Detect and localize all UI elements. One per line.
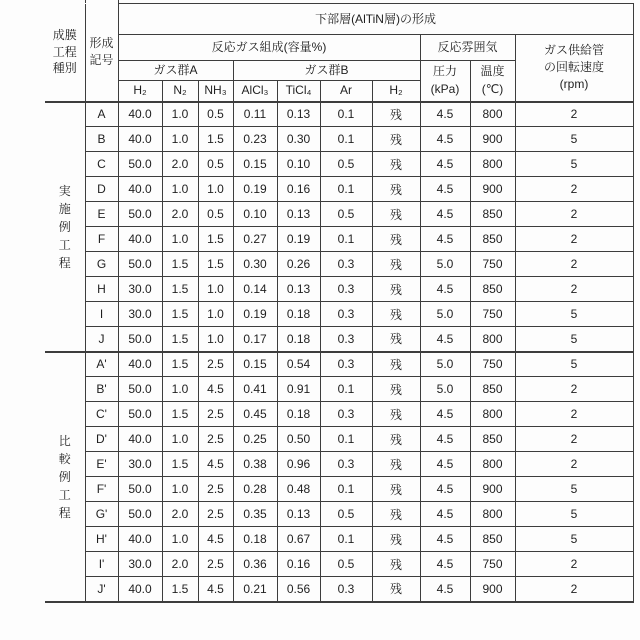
table-row — [45, 352, 633, 377]
table-cell: 2.5 — [198, 402, 233, 427]
col-header-gas-group-a: ガス群A — [118, 61, 233, 81]
row-symbol: G — [85, 252, 118, 277]
table-cell: 850 — [470, 427, 515, 452]
row-symbol: J — [85, 327, 118, 352]
row-symbol: J' — [85, 577, 118, 602]
table-cell: 0.45 — [233, 402, 277, 427]
table-cell: 0.35 — [233, 502, 277, 527]
table-cell: 1.5 — [198, 252, 233, 277]
col-header-gas-group-b: ガス群B — [233, 61, 420, 81]
table-cell: 0.56 — [277, 577, 320, 602]
table-cell: 750 — [470, 302, 515, 327]
table-cell: 750 — [470, 352, 515, 377]
table-cell: 4.5 — [420, 327, 470, 352]
table-cell: 残 — [372, 127, 420, 152]
table-cell: 残 — [372, 277, 420, 302]
table-row — [45, 452, 633, 477]
table-cell: 2 — [515, 102, 633, 127]
table-cell: 4.5 — [198, 527, 233, 552]
table-cell: 4.5 — [420, 577, 470, 602]
table-cell: 残 — [372, 102, 420, 127]
table-cell: 残 — [372, 502, 420, 527]
table-cell: 5 — [515, 152, 633, 177]
col-header-process-type: 成膜工程種別 — [45, 4, 85, 102]
table-cell: 5 — [515, 502, 633, 527]
table-cell: 0.1 — [320, 127, 372, 152]
table-cell: 5 — [515, 527, 633, 552]
table-cell: 850 — [470, 527, 515, 552]
row-symbol: C' — [85, 402, 118, 427]
table-cell: 1.5 — [162, 352, 198, 377]
row-symbol: I — [85, 302, 118, 327]
col-header-formation-symbol: 形成記号 — [85, 4, 118, 102]
table-cell: 1.0 — [162, 527, 198, 552]
table-cell: 900 — [470, 177, 515, 202]
table-cell: 0.21 — [233, 577, 277, 602]
table-cell: 1.0 — [198, 177, 233, 202]
table-row — [45, 552, 633, 577]
table-cell: 1.0 — [198, 302, 233, 327]
section-label — [45, 102, 85, 352]
table-cell: 0.13 — [277, 277, 320, 302]
table-cell: 0.17 — [233, 327, 277, 352]
table-cell: 0.19 — [233, 177, 277, 202]
table-row — [45, 577, 633, 602]
table-cell: 5 — [515, 327, 633, 352]
table-cell: 0.3 — [320, 402, 372, 427]
table-cell: 5 — [515, 477, 633, 502]
table-cell: 1.0 — [198, 327, 233, 352]
table-cell: 750 — [470, 252, 515, 277]
table-cell: 残 — [372, 452, 420, 477]
table-cell: 50.0 — [118, 327, 162, 352]
table-cell: 30.0 — [118, 552, 162, 577]
table-cell: 4.5 — [198, 452, 233, 477]
table-cell: 40.0 — [118, 427, 162, 452]
col-header-gas-composition: 反応ガス組成(容量%) — [118, 35, 420, 61]
table-cell: 残 — [372, 177, 420, 202]
table-row — [45, 152, 633, 177]
row-symbol: F — [85, 227, 118, 252]
table-row — [45, 177, 633, 202]
table-cell: 0.18 — [233, 527, 277, 552]
table-row — [45, 502, 633, 527]
table-cell: 2 — [515, 552, 633, 577]
table-cell: 0.26 — [277, 252, 320, 277]
table-row — [45, 252, 633, 277]
table-cell: 0.10 — [277, 152, 320, 177]
table-cell: 50.0 — [118, 477, 162, 502]
table-body — [45, 102, 633, 602]
table-row — [45, 202, 633, 227]
table-cell: 0.5 — [198, 102, 233, 127]
table-cell: 4.5 — [198, 377, 233, 402]
table-cell: 2.5 — [198, 352, 233, 377]
table-cell: 残 — [372, 477, 420, 502]
table-cell: 1.5 — [162, 302, 198, 327]
table-cell: 2 — [515, 202, 633, 227]
table-cell: 4.5 — [420, 177, 470, 202]
table-cell: 0.15 — [233, 152, 277, 177]
table-cell: 残 — [372, 302, 420, 327]
row-symbol: D — [85, 177, 118, 202]
row-symbol: A — [85, 102, 118, 127]
gas-column-header-ticl4: TiCl₄ — [277, 81, 320, 102]
table-cell: 50.0 — [118, 402, 162, 427]
table-cell: 0.11 — [233, 102, 277, 127]
table-row — [45, 327, 633, 352]
table-cell: 0.3 — [320, 252, 372, 277]
col-header-atmosphere: 反応雰囲気 — [420, 35, 515, 61]
table-cell: 0.13 — [277, 202, 320, 227]
table-cell: 0.50 — [277, 427, 320, 452]
table-cell: 1.5 — [162, 277, 198, 302]
table-cell: 0.3 — [320, 352, 372, 377]
table-cell: 2 — [515, 377, 633, 402]
table-cell: 2 — [515, 277, 633, 302]
table-cell: 900 — [470, 127, 515, 152]
table-cell: 0.16 — [277, 177, 320, 202]
table-cell: 1.5 — [162, 402, 198, 427]
table-cell: 50.0 — [118, 252, 162, 277]
table-cell: 4.5 — [420, 152, 470, 177]
row-symbol: C — [85, 152, 118, 177]
table-cell: 0.10 — [233, 202, 277, 227]
table-cell: 残 — [372, 352, 420, 377]
table-cell: 40.0 — [118, 527, 162, 552]
table-cell: 2 — [515, 252, 633, 277]
row-symbol: I' — [85, 552, 118, 577]
gas-column-header-ar: Ar — [320, 81, 372, 102]
table-cell: 800 — [470, 102, 515, 127]
table-cell: 0.23 — [233, 127, 277, 152]
table-cell: 850 — [470, 277, 515, 302]
table-cell: 2 — [515, 227, 633, 252]
table-cell: 4.5 — [420, 552, 470, 577]
row-symbol: A' — [85, 352, 118, 377]
table-cell: 0.3 — [320, 302, 372, 327]
table-cell: 0.38 — [233, 452, 277, 477]
table-cell: 0.5 — [320, 502, 372, 527]
table-cell: 0.1 — [320, 527, 372, 552]
table-cell: 4.5 — [420, 402, 470, 427]
section-label-text: 比較例工程 — [58, 433, 71, 520]
row-symbol: B — [85, 127, 118, 152]
table-cell: 0.5 — [198, 152, 233, 177]
table-cell: 1.0 — [162, 127, 198, 152]
table-row — [45, 427, 633, 452]
row-symbol: D' — [85, 427, 118, 452]
header-row-2 — [45, 35, 633, 61]
gas-column-header-h2: H₂ — [118, 81, 162, 102]
table-cell: 40.0 — [118, 127, 162, 152]
table-cell: 850 — [470, 377, 515, 402]
table-cell: 0.30 — [233, 252, 277, 277]
table-cell: 0.27 — [233, 227, 277, 252]
table-row — [45, 277, 633, 302]
table-cell: 0.14 — [233, 277, 277, 302]
table-cell: 0.5 — [320, 202, 372, 227]
table-cell: 2 — [515, 452, 633, 477]
gas-column-header-h2-balance: H₂ — [372, 81, 420, 102]
table-cell: 0.1 — [320, 427, 372, 452]
table-cell: 4.5 — [420, 502, 470, 527]
table-cell: 0.18 — [277, 302, 320, 327]
row-symbol: B' — [85, 377, 118, 402]
table-cell: 30.0 — [118, 452, 162, 477]
table-cell: 1.5 — [162, 252, 198, 277]
table-cell: 0.30 — [277, 127, 320, 152]
table-cell: 0.15 — [233, 352, 277, 377]
table-cell: 2 — [515, 577, 633, 602]
table-cell: 0.36 — [233, 552, 277, 577]
table-cell: 0.5 — [198, 202, 233, 227]
table-cell: 残 — [372, 152, 420, 177]
table-cell: 0.5 — [320, 552, 372, 577]
table-cell: 0.3 — [320, 277, 372, 302]
table-cell: 2.5 — [198, 552, 233, 577]
table-cell: 40.0 — [118, 577, 162, 602]
section-label-text: 実施例工程 — [58, 183, 71, 270]
table-cell: 1.5 — [162, 577, 198, 602]
col-header-lower-layer-formation: 下部層(AlTiN層)の形成 — [118, 4, 633, 35]
table-row — [45, 477, 633, 502]
table-cell: 30.0 — [118, 277, 162, 302]
table-cell: 1.5 — [198, 127, 233, 152]
table-cell: 1.5 — [162, 452, 198, 477]
table-cell: 0.19 — [277, 227, 320, 252]
table-cell: 2.0 — [162, 202, 198, 227]
row-symbol: H' — [85, 527, 118, 552]
table-cell: 0.3 — [320, 577, 372, 602]
table-cell: 4.5 — [420, 102, 470, 127]
table-cell: 4.5 — [420, 427, 470, 452]
table-row — [45, 377, 633, 402]
table-cell: 残 — [372, 577, 420, 602]
row-symbol: E' — [85, 452, 118, 477]
table-row — [45, 302, 633, 327]
table-cell: 残 — [372, 402, 420, 427]
table-cell: 1.5 — [162, 327, 198, 352]
table-cell: 4.5 — [420, 202, 470, 227]
table-cell: 50.0 — [118, 377, 162, 402]
table-cell: 4.5 — [198, 577, 233, 602]
table-cell: 残 — [372, 552, 420, 577]
gas-column-header-n2: N₂ — [162, 81, 198, 102]
rule-overhang — [85, 0, 86, 3]
table-cell: 0.1 — [320, 177, 372, 202]
table-cell: 800 — [470, 327, 515, 352]
table-cell: 2.5 — [198, 477, 233, 502]
col-header-rotation-speed: ガス供給管 の回転速度 (rpm) — [515, 35, 633, 102]
process-table-wrap — [45, 3, 634, 603]
table-row — [45, 227, 633, 252]
table-cell: 4.5 — [420, 477, 470, 502]
table-cell: 0.91 — [277, 377, 320, 402]
table-cell: 5 — [515, 302, 633, 327]
table-cell: 0.1 — [320, 227, 372, 252]
table-cell: 残 — [372, 427, 420, 452]
table-cell: 40.0 — [118, 177, 162, 202]
table-cell: 5.0 — [420, 377, 470, 402]
row-symbol: H — [85, 277, 118, 302]
rule-overhang — [118, 0, 119, 3]
table-cell: 5.0 — [420, 302, 470, 327]
table-cell: 850 — [470, 227, 515, 252]
table-cell: 0.1 — [320, 477, 372, 502]
table-cell: 0.67 — [277, 527, 320, 552]
table-cell: 1.0 — [198, 277, 233, 302]
table-cell: 2 — [515, 402, 633, 427]
table-cell: 2.0 — [162, 502, 198, 527]
table-cell: 0.1 — [320, 377, 372, 402]
table-cell: 4.5 — [420, 227, 470, 252]
table-cell: 1.0 — [162, 427, 198, 452]
section-label — [45, 352, 85, 602]
table-cell: 0.54 — [277, 352, 320, 377]
table-cell: 0.28 — [233, 477, 277, 502]
table-cell: 2.5 — [198, 427, 233, 452]
col-header-pressure: 圧力 (kPa) — [420, 61, 470, 102]
gas-column-header-nh3: NH₃ — [198, 81, 233, 102]
table-cell: 残 — [372, 252, 420, 277]
table-cell: 1.0 — [162, 227, 198, 252]
table-row — [45, 127, 633, 152]
table-cell: 5 — [515, 127, 633, 152]
table-cell: 50.0 — [118, 202, 162, 227]
table-row — [45, 402, 633, 427]
table-cell: 0.13 — [277, 102, 320, 127]
table-cell: 0.3 — [320, 327, 372, 352]
table-cell: 4.5 — [420, 277, 470, 302]
table-cell: 4.5 — [420, 527, 470, 552]
table-cell: 900 — [470, 577, 515, 602]
table-cell: 2 — [515, 177, 633, 202]
table-cell: 5 — [515, 352, 633, 377]
row-symbol: G' — [85, 502, 118, 527]
table-cell: 850 — [470, 202, 515, 227]
table-cell: 0.18 — [277, 402, 320, 427]
table-cell: 0.41 — [233, 377, 277, 402]
table-cell: 0.96 — [277, 452, 320, 477]
table-cell: 800 — [470, 402, 515, 427]
col-header-temperature: 温度 (℃) — [470, 61, 515, 102]
table-cell: 0.5 — [320, 152, 372, 177]
table-cell: 0.19 — [233, 302, 277, 327]
table-cell: 800 — [470, 152, 515, 177]
table-cell: 4.5 — [420, 452, 470, 477]
table-cell: 0.13 — [277, 502, 320, 527]
table-cell: 800 — [470, 452, 515, 477]
table-row — [45, 102, 633, 127]
table-cell: 800 — [470, 502, 515, 527]
table-cell: 残 — [372, 377, 420, 402]
table-cell: 残 — [372, 202, 420, 227]
table-cell: 2 — [515, 427, 633, 452]
table-cell: 0.1 — [320, 102, 372, 127]
row-symbol: F' — [85, 477, 118, 502]
table-cell: 750 — [470, 552, 515, 577]
table-cell: 40.0 — [118, 352, 162, 377]
row-symbol: E — [85, 202, 118, 227]
gas-column-header-alcl3: AlCl₃ — [233, 81, 277, 102]
table-cell: 30.0 — [118, 302, 162, 327]
table-cell: 5.0 — [420, 352, 470, 377]
table-cell: 40.0 — [118, 102, 162, 127]
table-cell: 2.0 — [162, 552, 198, 577]
table-cell: 残 — [372, 527, 420, 552]
table-cell: 50.0 — [118, 152, 162, 177]
table-cell: 1.0 — [162, 177, 198, 202]
table-cell: 50.0 — [118, 502, 162, 527]
table-cell: 残 — [372, 227, 420, 252]
table-row — [45, 527, 633, 552]
table-cell: 残 — [372, 327, 420, 352]
table-cell: 900 — [470, 477, 515, 502]
table-cell: 5.0 — [420, 252, 470, 277]
table-cell: 1.0 — [162, 477, 198, 502]
table-cell: 40.0 — [118, 227, 162, 252]
table-cell: 0.18 — [277, 327, 320, 352]
table-cell: 0.3 — [320, 452, 372, 477]
table-cell: 1.5 — [198, 227, 233, 252]
table-cell: 1.0 — [162, 102, 198, 127]
header-row-1 — [45, 4, 633, 35]
table-cell: 0.48 — [277, 477, 320, 502]
table-cell: 4.5 — [420, 127, 470, 152]
table-cell: 0.25 — [233, 427, 277, 452]
table-cell: 2.0 — [162, 152, 198, 177]
table-cell: 1.0 — [162, 377, 198, 402]
deposition-conditions-table — [45, 3, 634, 603]
table-cell: 2.5 — [198, 502, 233, 527]
table-cell: 0.16 — [277, 552, 320, 577]
